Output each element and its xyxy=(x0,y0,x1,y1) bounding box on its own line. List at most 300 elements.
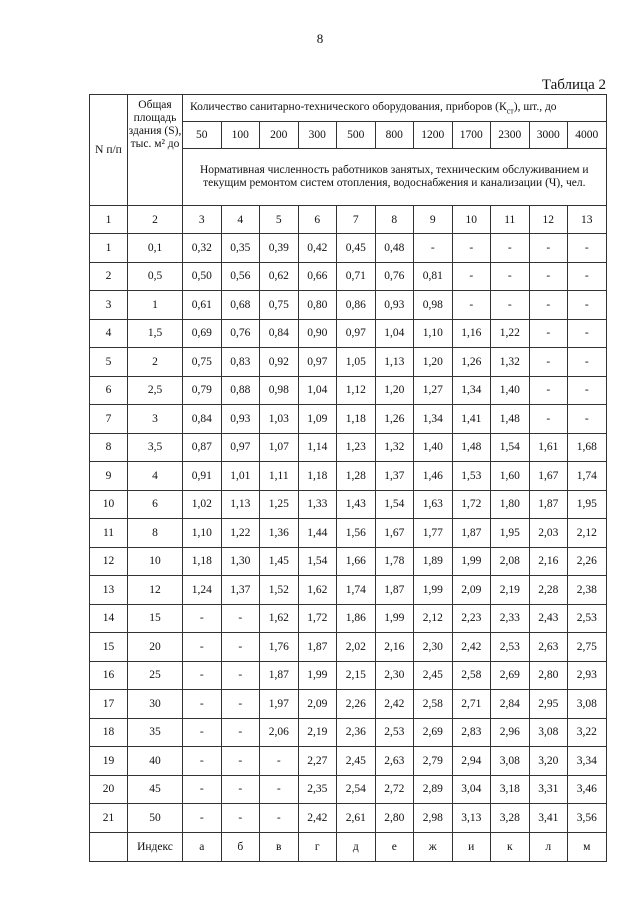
table-cell: 0,98 xyxy=(260,376,299,405)
table-cell: 1,87 xyxy=(298,633,337,662)
table-cell: 2,43 xyxy=(529,604,568,633)
row-number: 11 xyxy=(90,519,128,548)
table-cell: 0,35 xyxy=(221,234,260,263)
table-cell: 2,84 xyxy=(491,690,530,719)
table-cell: 0,69 xyxy=(183,319,222,348)
page-number: 8 xyxy=(316,31,324,46)
index-letter: е xyxy=(375,832,414,861)
table-row xyxy=(90,234,607,263)
table-cell: 2,12 xyxy=(414,604,453,633)
header-count-pre: Количество санитарно-технического оборудования, приборов (К xyxy=(190,100,507,113)
table-cell: 3,13 xyxy=(452,804,491,833)
table-cell: 3,18 xyxy=(491,775,530,804)
table-row xyxy=(90,747,607,776)
table-cell: 0,87 xyxy=(183,433,222,462)
index-empty-cell xyxy=(90,832,128,861)
table-cell: 1,77 xyxy=(414,519,453,548)
table-cell: 0,98 xyxy=(414,291,453,320)
table-cell: 2,69 xyxy=(491,661,530,690)
table-row xyxy=(90,604,607,633)
column-number: 7 xyxy=(337,206,376,234)
table-cell: 0,32 xyxy=(183,234,222,263)
table-cell: 2,98 xyxy=(414,804,453,833)
table-cell: 1,02 xyxy=(183,490,222,519)
table-cell: 1,54 xyxy=(375,490,414,519)
table-cell: 0,42 xyxy=(298,234,337,263)
table-cell: 1,37 xyxy=(221,576,260,605)
table-cell: 1,53 xyxy=(452,462,491,491)
table-cell: - xyxy=(529,348,568,377)
table-cell: 1,72 xyxy=(452,490,491,519)
table-cell: 1,13 xyxy=(221,490,260,519)
table-cell: 2,23 xyxy=(452,604,491,633)
table-cell: - xyxy=(183,804,222,833)
table-cell: 2,09 xyxy=(452,576,491,605)
table-cell: 1,63 xyxy=(414,490,453,519)
table-cell: 1,05 xyxy=(337,348,376,377)
table-cell: 2,16 xyxy=(529,547,568,576)
table-cell: 3,34 xyxy=(568,747,607,776)
table-cell: 1,37 xyxy=(375,462,414,491)
header-equipment-count xyxy=(183,95,607,122)
table-cell: 0,81 xyxy=(414,262,453,291)
table-row xyxy=(90,348,607,377)
table-cell: - xyxy=(183,661,222,690)
table-cell: - xyxy=(491,234,530,263)
index-letter: л xyxy=(529,832,568,861)
header-capacity: 200 xyxy=(260,122,299,149)
table-cell: 1,22 xyxy=(491,319,530,348)
row-number: 7 xyxy=(90,405,128,434)
row-number: 8 xyxy=(90,433,128,462)
table-row xyxy=(90,718,607,747)
table-cell: 1,78 xyxy=(375,547,414,576)
table-cell: 1,25 xyxy=(260,490,299,519)
table-row xyxy=(90,291,607,320)
table-cell: 2,45 xyxy=(337,747,376,776)
table-cell: 2,12 xyxy=(568,519,607,548)
table-cell: 1,16 xyxy=(452,319,491,348)
table-cell: - xyxy=(183,690,222,719)
table-cell: 1,07 xyxy=(260,433,299,462)
table-cell: 1,99 xyxy=(298,661,337,690)
row-number: 18 xyxy=(90,718,128,747)
column-number: 13 xyxy=(568,206,607,234)
table-cell: - xyxy=(568,319,607,348)
column-number: 3 xyxy=(183,206,222,234)
table-cell: - xyxy=(221,775,260,804)
table-cell: 1,87 xyxy=(529,490,568,519)
table-cell: 1,01 xyxy=(221,462,260,491)
table-caption: Таблица 2 xyxy=(541,77,606,93)
table-cell: - xyxy=(221,718,260,747)
table-cell: 2,94 xyxy=(452,747,491,776)
index-letter: а xyxy=(183,832,222,861)
table-cell: 1,14 xyxy=(298,433,337,462)
table-cell: 1,97 xyxy=(260,690,299,719)
column-number: 6 xyxy=(298,206,337,234)
column-number: 4 xyxy=(221,206,260,234)
table-cell: 0,76 xyxy=(221,319,260,348)
table-cell: 2,08 xyxy=(491,547,530,576)
table-cell: 1,87 xyxy=(260,661,299,690)
table-row xyxy=(90,433,607,462)
table-cell: 1,32 xyxy=(491,348,530,377)
row-area: 45 xyxy=(128,775,183,804)
header-capacity: 4000 xyxy=(568,122,607,149)
table-cell: 2,63 xyxy=(529,633,568,662)
table-row xyxy=(90,490,607,519)
table-cell: 1,03 xyxy=(260,405,299,434)
row-number: 10 xyxy=(90,490,128,519)
row-area: 4 xyxy=(128,462,183,491)
row-area: 35 xyxy=(128,718,183,747)
table-cell: 1,76 xyxy=(260,633,299,662)
table-cell: 0,75 xyxy=(260,291,299,320)
table-cell: - xyxy=(529,319,568,348)
row-number: 19 xyxy=(90,747,128,776)
index-letter: г xyxy=(298,832,337,861)
table-cell: 0,61 xyxy=(183,291,222,320)
table-row xyxy=(90,262,607,291)
table-cell: 2,80 xyxy=(375,804,414,833)
row-area: 20 xyxy=(128,633,183,662)
table-cell: - xyxy=(568,405,607,434)
table-row xyxy=(90,519,607,548)
table-cell: 2,53 xyxy=(568,604,607,633)
table-cell: 3,08 xyxy=(568,690,607,719)
table-cell: 2,89 xyxy=(414,775,453,804)
table-cell: 1,40 xyxy=(414,433,453,462)
table-cell: 3,22 xyxy=(568,718,607,747)
table-cell: 1,27 xyxy=(414,376,453,405)
table-cell: 0,79 xyxy=(183,376,222,405)
row-area: 12 xyxy=(128,576,183,605)
table-cell: 1,34 xyxy=(452,376,491,405)
row-number: 2 xyxy=(90,262,128,291)
table-cell: 1,87 xyxy=(452,519,491,548)
table-cell: 1,04 xyxy=(298,376,337,405)
table-cell: 2,30 xyxy=(375,661,414,690)
table-cell: 2,42 xyxy=(375,690,414,719)
table-cell: 2,19 xyxy=(298,718,337,747)
table-cell: 0,97 xyxy=(337,319,376,348)
header-area: Общая площадь здания (S), тыс. м² до xyxy=(128,95,183,206)
table-cell: 2,71 xyxy=(452,690,491,719)
table-cell: 0,76 xyxy=(375,262,414,291)
norms-table xyxy=(89,94,607,862)
table-cell: - xyxy=(221,690,260,719)
table-cell: 1,20 xyxy=(414,348,453,377)
row-area: 15 xyxy=(128,604,183,633)
row-number: 14 xyxy=(90,604,128,633)
table-cell: 2,06 xyxy=(260,718,299,747)
table-cell: - xyxy=(491,262,530,291)
header-capacity: 100 xyxy=(221,122,260,149)
table-cell: - xyxy=(529,234,568,263)
table-cell: 0,45 xyxy=(337,234,376,263)
column-numbers-row xyxy=(90,206,607,234)
table-cell: - xyxy=(183,747,222,776)
table-cell: 0,83 xyxy=(221,348,260,377)
row-area: 3,5 xyxy=(128,433,183,462)
table-cell: 1,67 xyxy=(529,462,568,491)
table-cell: 1,34 xyxy=(414,405,453,434)
table-cell: 2,95 xyxy=(529,690,568,719)
table-cell: 2,19 xyxy=(491,576,530,605)
table-row xyxy=(90,661,607,690)
table-cell: - xyxy=(221,661,260,690)
row-area: 3 xyxy=(128,405,183,434)
row-number: 1 xyxy=(90,234,128,263)
table-cell: - xyxy=(414,234,453,263)
table-cell: 1,66 xyxy=(337,547,376,576)
row-number: 16 xyxy=(90,661,128,690)
table-cell: - xyxy=(568,234,607,263)
table-cell: 0,92 xyxy=(260,348,299,377)
table-cell: 1,60 xyxy=(491,462,530,491)
table-cell: 1,89 xyxy=(414,547,453,576)
table-row xyxy=(90,547,607,576)
table-cell: - xyxy=(568,262,607,291)
table-cell: 1,12 xyxy=(337,376,376,405)
header-count-post: ), шт., до xyxy=(513,100,557,113)
table-cell: 2,42 xyxy=(452,633,491,662)
table-cell: 1,23 xyxy=(337,433,376,462)
index-letter: б xyxy=(221,832,260,861)
table-row xyxy=(90,633,607,662)
table-cell: 0,84 xyxy=(183,405,222,434)
table-cell: 1,74 xyxy=(568,462,607,491)
row-area: 2 xyxy=(128,348,183,377)
header-capacity: 1200 xyxy=(414,122,453,149)
table-cell: 0,84 xyxy=(260,319,299,348)
table-cell: - xyxy=(529,405,568,434)
table-cell: 0,93 xyxy=(221,405,260,434)
table-cell: 2,79 xyxy=(414,747,453,776)
table-cell: 2,42 xyxy=(298,804,337,833)
table-cell: 2,26 xyxy=(568,547,607,576)
table-cell: 1,95 xyxy=(568,490,607,519)
table-cell: 1,09 xyxy=(298,405,337,434)
header-capacity: 1700 xyxy=(452,122,491,149)
table-cell: 0,50 xyxy=(183,262,222,291)
header-capacity: 500 xyxy=(337,122,376,149)
table-cell: 0,91 xyxy=(183,462,222,491)
table-cell: - xyxy=(568,291,607,320)
column-number: 10 xyxy=(452,206,491,234)
table-cell: 0,97 xyxy=(298,348,337,377)
table-cell: 1,44 xyxy=(298,519,337,548)
column-number: 1 xyxy=(90,206,128,234)
table-cell: 1,99 xyxy=(452,547,491,576)
index-label: Индекс xyxy=(128,832,183,861)
table-cell: 2,54 xyxy=(337,775,376,804)
table-cell: 1,61 xyxy=(529,433,568,462)
header-capacity: 3000 xyxy=(529,122,568,149)
table-cell: 1,40 xyxy=(491,376,530,405)
table-cell: - xyxy=(260,747,299,776)
table-cell: 2,53 xyxy=(491,633,530,662)
table-cell: 3,08 xyxy=(491,747,530,776)
table-cell: 2,15 xyxy=(337,661,376,690)
row-area: 2,5 xyxy=(128,376,183,405)
header-capacity: 800 xyxy=(375,122,414,149)
table-cell: 2,26 xyxy=(337,690,376,719)
column-number: 9 xyxy=(414,206,453,234)
index-letter: ж xyxy=(414,832,453,861)
table-cell: 1,52 xyxy=(260,576,299,605)
table-cell: - xyxy=(260,775,299,804)
table-cell: 2,30 xyxy=(414,633,453,662)
header-row-count xyxy=(90,95,607,122)
table-cell: - xyxy=(529,376,568,405)
table-cell: 2,83 xyxy=(452,718,491,747)
table-row xyxy=(90,376,607,405)
table-cell: 2,72 xyxy=(375,775,414,804)
table-cell: - xyxy=(260,804,299,833)
column-number: 2 xyxy=(128,206,183,234)
row-area: 6 xyxy=(128,490,183,519)
header-capacity: 2300 xyxy=(491,122,530,149)
table-cell: 1,32 xyxy=(375,433,414,462)
row-area: 0,5 xyxy=(128,262,183,291)
header-capacity: 50 xyxy=(183,122,222,149)
row-number: 15 xyxy=(90,633,128,662)
table-cell: 2,35 xyxy=(298,775,337,804)
table-row xyxy=(90,576,607,605)
table-cell: 1,13 xyxy=(375,348,414,377)
table-cell: 2,96 xyxy=(491,718,530,747)
table-cell: 1,68 xyxy=(568,433,607,462)
table-cell: 1,22 xyxy=(221,519,260,548)
table-row xyxy=(90,319,607,348)
table-cell: 3,08 xyxy=(529,718,568,747)
row-number: 12 xyxy=(90,547,128,576)
table-cell: 1,48 xyxy=(491,405,530,434)
header-count-sub: ст xyxy=(506,106,514,116)
table-cell: 1,86 xyxy=(337,604,376,633)
table-cell: 1,20 xyxy=(375,376,414,405)
row-number: 13 xyxy=(90,576,128,605)
table-cell: - xyxy=(568,376,607,405)
row-area: 25 xyxy=(128,661,183,690)
table-cell: - xyxy=(491,291,530,320)
table-cell: 1,48 xyxy=(452,433,491,462)
table-cell: 1,80 xyxy=(491,490,530,519)
header-n: N п/п xyxy=(90,95,128,206)
table-cell: - xyxy=(183,775,222,804)
row-area: 1 xyxy=(128,291,183,320)
row-area: 50 xyxy=(128,804,183,833)
table-cell: 0,48 xyxy=(375,234,414,263)
row-area: 0,1 xyxy=(128,234,183,263)
table-cell: 1,10 xyxy=(183,519,222,548)
table-cell: 2,03 xyxy=(529,519,568,548)
table-cell: 2,28 xyxy=(529,576,568,605)
column-number: 12 xyxy=(529,206,568,234)
table-cell: 0,97 xyxy=(221,433,260,462)
table-cell: 1,62 xyxy=(298,576,337,605)
table-cell: - xyxy=(568,348,607,377)
table-cell: 1,56 xyxy=(337,519,376,548)
table-cell: 1,99 xyxy=(414,576,453,605)
table-cell: 1,26 xyxy=(375,405,414,434)
table-cell: 1,18 xyxy=(298,462,337,491)
table-cell: 2,45 xyxy=(414,661,453,690)
row-number: 4 xyxy=(90,319,128,348)
table-cell: 2,63 xyxy=(375,747,414,776)
table-cell: 2,75 xyxy=(568,633,607,662)
table-cell: 3,04 xyxy=(452,775,491,804)
table-cell: 1,36 xyxy=(260,519,299,548)
table-cell: 1,54 xyxy=(298,547,337,576)
table-cell: 1,04 xyxy=(375,319,414,348)
table-row xyxy=(90,690,607,719)
table-cell: 1,24 xyxy=(183,576,222,605)
table-cell: 3,46 xyxy=(568,775,607,804)
table-cell: 1,95 xyxy=(491,519,530,548)
index-letter: д xyxy=(337,832,376,861)
table-cell: 2,61 xyxy=(337,804,376,833)
table-cell: 0,75 xyxy=(183,348,222,377)
table-cell: - xyxy=(529,262,568,291)
table-row xyxy=(90,775,607,804)
table-cell: 1,18 xyxy=(337,405,376,434)
index-letter: к xyxy=(491,832,530,861)
table-cell: - xyxy=(529,291,568,320)
table-cell: 2,02 xyxy=(337,633,376,662)
table-cell: 1,33 xyxy=(298,490,337,519)
table-cell: - xyxy=(221,604,260,633)
table-cell: 2,93 xyxy=(568,661,607,690)
table-cell: 1,87 xyxy=(375,576,414,605)
index-letter: м xyxy=(568,832,607,861)
table-cell: 3,20 xyxy=(529,747,568,776)
table-cell: - xyxy=(221,804,260,833)
row-area: 8 xyxy=(128,519,183,548)
row-number: 5 xyxy=(90,348,128,377)
table-cell: 1,18 xyxy=(183,547,222,576)
table-cell: 1,26 xyxy=(452,348,491,377)
table-cell: 0,88 xyxy=(221,376,260,405)
column-number: 8 xyxy=(375,206,414,234)
table-cell: - xyxy=(183,604,222,633)
table-cell: 1,43 xyxy=(337,490,376,519)
table-cell: 1,30 xyxy=(221,547,260,576)
table-cell: 2,69 xyxy=(414,718,453,747)
table-cell: - xyxy=(221,747,260,776)
table-cell: 2,38 xyxy=(568,576,607,605)
table-cell: 1,11 xyxy=(260,462,299,491)
row-area: 1,5 xyxy=(128,319,183,348)
table-row xyxy=(90,405,607,434)
table-cell: 0,39 xyxy=(260,234,299,263)
table-cell: 0,62 xyxy=(260,262,299,291)
table-cell: 1,28 xyxy=(337,462,376,491)
table-cell: 1,99 xyxy=(375,604,414,633)
table-cell: 3,31 xyxy=(529,775,568,804)
table-cell: 0,80 xyxy=(298,291,337,320)
table-cell: 0,86 xyxy=(337,291,376,320)
table-cell: 1,45 xyxy=(260,547,299,576)
index-letter: и xyxy=(452,832,491,861)
table-cell: 3,41 xyxy=(529,804,568,833)
table-cell: - xyxy=(221,633,260,662)
table-cell: 0,93 xyxy=(375,291,414,320)
row-area: 10 xyxy=(128,547,183,576)
row-number: 17 xyxy=(90,690,128,719)
